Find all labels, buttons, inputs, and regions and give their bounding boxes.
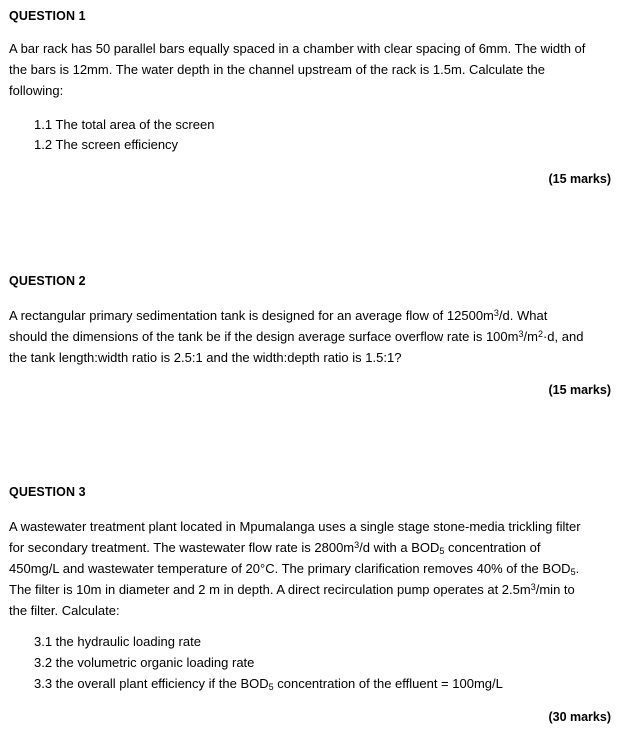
question-3-text xyxy=(9,516,619,621)
question-1-line-3: following: xyxy=(9,83,64,98)
question-3-marks: (30 marks) xyxy=(548,710,611,724)
question-2-text xyxy=(9,305,619,368)
question-3-heading: QUESTION 3 xyxy=(9,485,86,499)
question-3-line-4: The filter is 10m in diameter and 2 m in depth. A direct recirculation pump operates at $2.5m^3/\min$ to xyxy=(9,582,575,597)
question-2-heading: QUESTION 2 xyxy=(9,274,86,288)
question-2-line-3: the tank length:width ratio is 2.5:1 and the width:depth ratio is 1.5:1? xyxy=(9,350,402,365)
question-2-line-1: A rectangular primary sedimentation tank is designed for an average flow of $12500m^3/d$. What xyxy=(9,308,548,323)
question-2-line-2: should the dimensions of the tank be if the design average surface overflow rate is $100m^3/m^2\cdot d$, and xyxy=(9,329,584,344)
question-1-line-2: the bars is 12mm. The water depth in the channel upstream of the rack is 1.5m. Calculate the xyxy=(9,62,545,77)
question-3-line-3: 450mg/L and wastewater temperature of 20°C. The primary clarification removes 40% of the $BOD_5$. xyxy=(9,561,580,577)
question-1-item-2: 1.2 The screen efficiency xyxy=(34,137,179,152)
question-1-line-1: A bar rack has 50 parallel bars equally spaced in a chamber with clear spacing of 6mm. The width of xyxy=(9,41,586,56)
question-1-marks: (15 marks) xyxy=(548,172,611,186)
question-1-text xyxy=(9,38,619,101)
question-1-item-1: 1.1 The total area of the screen xyxy=(34,117,215,132)
question-3-line-5: the filter. Calculate: xyxy=(9,603,120,618)
question-3-item-2: 3.2 the volumetric organic loading rate xyxy=(34,655,255,670)
question-3-item-3: 3.3 the overall plant efficiency if the $BOD_5$ concentration of the effluent = 100mg/L xyxy=(34,676,503,692)
question-3-line-1: A wastewater treatment plant located in Mpumalanga uses a single stage stone-media trickling filter xyxy=(9,519,581,534)
question-3-item-1: 3.1 the hydraulic loading rate xyxy=(34,634,201,649)
question-3-line-2: for secondary treatment. The wastewater flow rate is $2800m^3/d$ with a $BOD_5$ concentration of xyxy=(9,540,541,556)
question-2-marks: (15 marks) xyxy=(548,383,611,397)
question-1-heading: QUESTION 1 xyxy=(9,9,86,23)
